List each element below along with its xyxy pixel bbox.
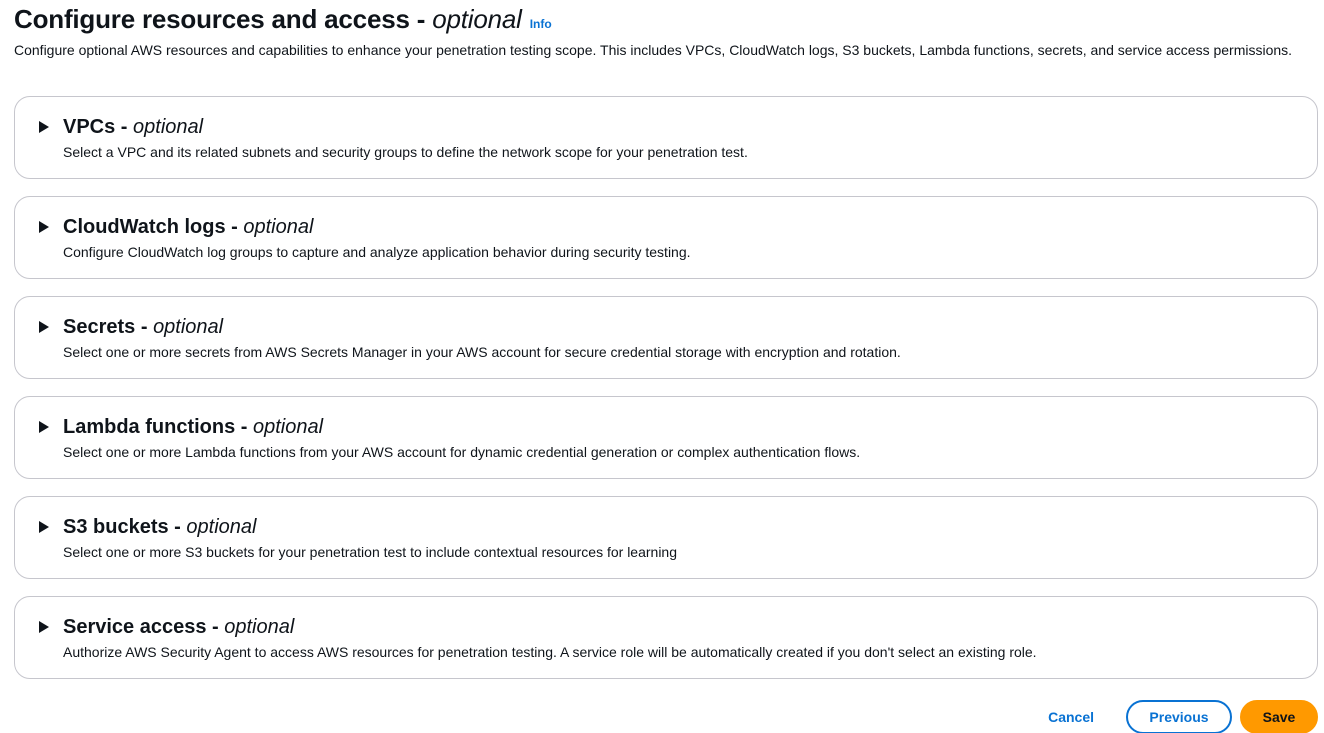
page-title (14, 2, 522, 36)
page-title-optional: optional (432, 4, 522, 34)
section-service-access[interactable] (14, 596, 1318, 679)
caret-right-icon[interactable] (39, 221, 49, 233)
section-title-optional: optional (133, 116, 204, 138)
section-description: Select one or more S3 buckets for your penetration test to include contextual resources for learning (63, 544, 678, 560)
section-title (63, 113, 203, 141)
section-title-main: Service access - (63, 616, 225, 638)
section-title-main: S3 buckets - (63, 516, 187, 538)
section-title-optional: optional (253, 416, 324, 438)
cancel-button[interactable]: Cancel (1032, 700, 1110, 733)
section-title-main: Lambda functions - (63, 416, 253, 438)
caret-right-icon[interactable] (39, 321, 49, 333)
title-row (14, 2, 1310, 36)
section-cloudwatch-logs[interactable] (14, 196, 1318, 279)
section-secrets[interactable] (14, 296, 1318, 379)
caret-right-icon[interactable] (39, 621, 49, 633)
section-title-optional: optional (243, 216, 314, 238)
section-description: Select a VPC and its related subnets and security groups to define the network scope for your penetration test. (63, 144, 748, 160)
section-title (63, 613, 294, 641)
resource-sections (14, 96, 1318, 696)
section-description: Select one or more Lambda functions from your AWS account for dynamic credential generation or complex authentication flows. (63, 444, 861, 460)
section-title-optional: optional (224, 616, 295, 638)
section-title (63, 313, 223, 341)
caret-right-icon[interactable] (39, 421, 49, 433)
section-title-optional: optional (153, 316, 224, 338)
section-title (63, 413, 323, 441)
form-actions (1032, 700, 1318, 733)
page-title-main: Configure resources and access - (14, 4, 433, 34)
section-s3-buckets[interactable] (14, 496, 1318, 579)
section-description: Select one or more secrets from AWS Secrets Manager in your AWS account for secure credential storage with encryption and rotation. (63, 344, 901, 360)
caret-right-icon[interactable] (39, 121, 49, 133)
section-description: Configure CloudWatch log groups to capture and analyze application behavior during security testing. (63, 244, 691, 260)
section-title (63, 513, 256, 541)
page-header (14, 2, 1310, 61)
section-title-optional: optional (186, 516, 257, 538)
section-description: Authorize AWS Security Agent to access AWS resources for penetration testing. A service role will be automatically created if you don't select an existing role. (63, 644, 1037, 660)
save-button[interactable]: Save (1240, 700, 1318, 733)
section-vpcs[interactable] (14, 96, 1318, 179)
section-title (63, 213, 313, 241)
section-title-main: CloudWatch logs - (63, 216, 244, 238)
page-description: Configure optional AWS resources and capabilities to enhance your penetration testing scope. This includes VPCs, CloudWatch logs, S3 buckets, Lambda functions, secrets, and service access permissions. (14, 42, 1293, 58)
caret-right-icon[interactable] (39, 521, 49, 533)
section-title-main: Secrets - (63, 316, 154, 338)
info-link[interactable]: Info (529, 17, 552, 31)
section-title-main: VPCs - (63, 116, 134, 138)
previous-button[interactable]: Previous (1126, 700, 1232, 733)
section-lambda-functions[interactable] (14, 396, 1318, 479)
